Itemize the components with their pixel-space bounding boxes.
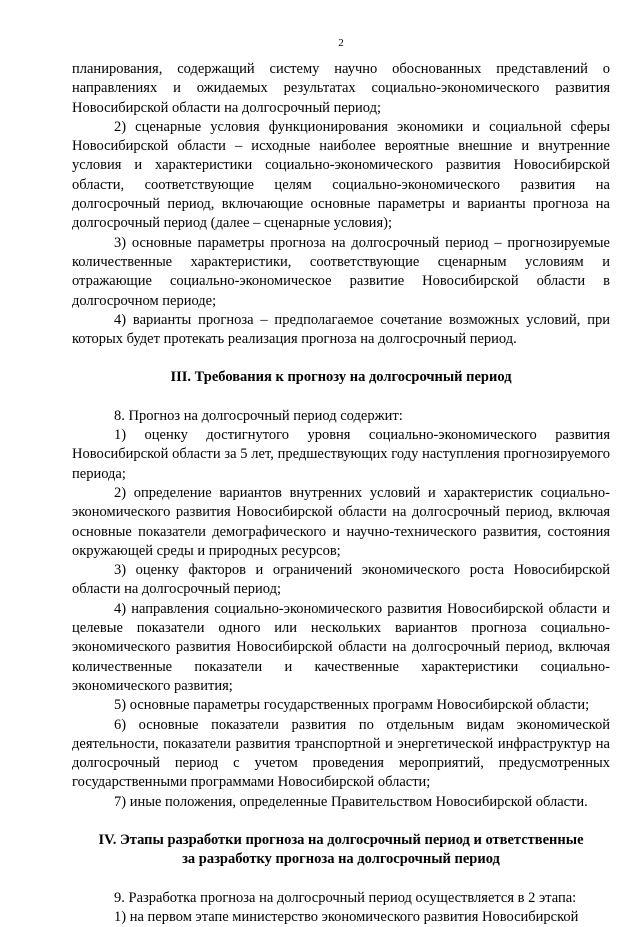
section-heading-line: IV. Этапы разработки прогноза на долгосрочный период и ответственные [98, 831, 584, 848]
paragraph: 2) определение вариантов внутренних условий и характеристик социально-экономического развития Новосибирской области на долгосрочный период, включая основные показатели демографического и научно-технического развития, состояния окружающей среды и природных ресурсов; [72, 484, 610, 559]
section-heading [72, 831, 610, 870]
section-heading-line: III. Требования к прогнозу на долгосрочный период [170, 369, 512, 386]
page-number: 2 [338, 37, 344, 49]
paragraph: 9. Разработка прогноза на долгосрочный период осуществляется в 2 этапа: [114, 889, 577, 906]
paragraph: 4) направления социально-экономического развития Новосибирской области и целевые показатели одного или нескольких вариантов прогноза социально-экономического развития Новосибирской области на долгосрочный период, включая количественные показатели и качественные характеристики социально-экономического развития; [72, 600, 610, 694]
document-page [72, 36, 610, 927]
spacer [72, 870, 610, 889]
paragraph: 2) сценарные условия функционирования экономики и социальной сферы Новосибирской области – исходные наиболее вероятные внешние и внутренние условия и характеристики социально-экономического развития Новосибирской области, соответствующие целям социально-экономического развития на долгосрочный период, включающие основные параметры и варианты прогноза на долгосрочный период (далее – сценарные условия); [72, 118, 610, 232]
paragraph: 7) иные положения, определенные Правительством Новосибирской области. [114, 793, 588, 810]
paragraph: 5) основные параметры государственных программ Новосибирской области; [114, 697, 590, 714]
paragraph: 3) основные параметры прогноза на долгосрочный период – прогнозируемые количественные характеристики, соответствующие сценарным условиям и отражающие социально-экономическое развитие Новосибирской области в долгосрочном периоде; [72, 234, 610, 309]
paragraph: 1) оценку достигнутого уровня социально-экономического развития Новосибирской области за 5 лет, предшествующих году наступления прогнозируемого периода; [72, 427, 610, 482]
paragraph: планирования, содержащий систему научно обоснованных представлений о направлениях и ожидаемых результатах социально-экономического развития Новосибирской области на долгосрочный период; [72, 61, 610, 116]
section-heading [72, 368, 610, 387]
spacer [72, 388, 610, 407]
paragraph: 6) основные показатели развития по отдельным видам экономической деятельности, показатели развития транспортной и энергетической инфраструктур на долгосрочный период с учетом проведения мероприятий, предусмотренных государственными программами Новосибирской области; [72, 716, 610, 791]
spacer [72, 349, 610, 368]
paragraph: 8. Прогноз на долгосрочный период содержит: [114, 407, 403, 424]
section-heading-line: за разработку прогноза на долгосрочный период [182, 851, 500, 868]
paragraph: 3) оценку факторов и ограничений экономического роста Новосибирской области на долгосрочный период; [72, 562, 610, 598]
document-body [72, 60, 610, 927]
spacer [72, 812, 610, 831]
paragraph: 1) на первом этапе министерство экономического развития Новосибирской [114, 908, 579, 925]
paragraph: 4) варианты прогноза – предполагаемое сочетание возможных условий, при которых будет протекать реализация прогноза на долгосрочный период. [72, 311, 610, 348]
